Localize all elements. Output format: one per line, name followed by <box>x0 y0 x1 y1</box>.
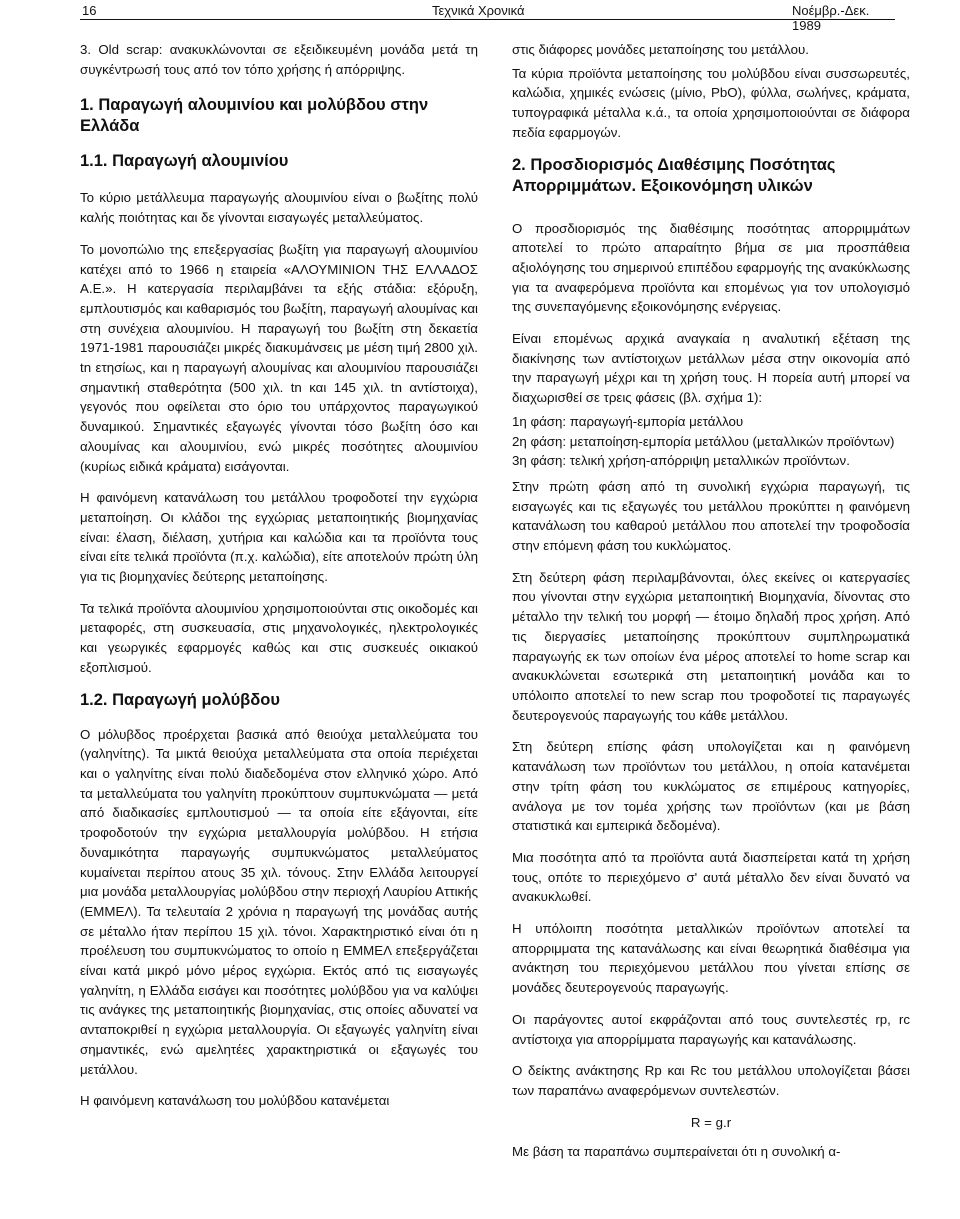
paragraph: στις διάφορες μονάδες μεταποίησης του μετάλλου. <box>512 42 809 57</box>
page-number: 16 <box>82 3 97 18</box>
paragraph: Στην πρώτη φάση από τη συνολική εγχώρια παραγωγή, τις εισαγωγές και τις εξαγωγές του μετάλλου προκύπτει η φαινόμενη κατανάλωση του καθαρού μετάλλου που αποτελεί την τροφοδοσία στην επόμενη φάση του κυκλώματος. <box>512 478 910 554</box>
section-heading-2: 2. Προσδιορισμός Διαθέσιμης Ποσότητας Απορριμμάτων. Εξοικονόμηση υλικών <box>512 155 836 195</box>
paragraph: Μια ποσότητα από τα προϊόντα αυτά διασπείρεται κατά τη χρήση τους, οπότε το περιεχόμενο σ' αυτά μέταλλο δεν είναι δυνατό να ανακυκλωθεί. <box>512 849 910 905</box>
section-heading-1: 1. Παραγωγή αλουμινίου και μολύβδου στην Ελλάδα <box>80 96 429 136</box>
paragraph: Με βάση τα παραπάνω συμπεραίνεται ότι η συνολική α- <box>512 1144 841 1160</box>
paragraph: Η φαινόμενη κατανάλωση του μετάλλου τροφοδοτεί την εγχώρια μεταποίηση. Οι κλάδοι της εγχώριας μεταποιητικής βιομηχανίας είναι: έλαση, διέλαση, χυτήρια και καλώδια και τα προϊόντα τους είναι είτε τελικά προϊόντα (π.χ. καλώδια), είτε αποτελούν πρώτη ύλη για τις βιομηχανίες δεύτερης μεταποίησης. <box>80 490 478 585</box>
paragraph: Οι παράγοντες αυτοί εκφράζονται από τους συντελεστές rp, rc αντίστοιχα για απορρίμματα παραγωγής και κατανάλωσης. <box>512 1011 910 1047</box>
paragraph: Η φαινόμενη κατανάλωση του μολύβδου κατανέμεται <box>80 1093 390 1109</box>
phase-list <box>512 412 910 471</box>
issue-date: Νοέμβρ.-Δεκ. 1989 <box>792 3 870 33</box>
list-item: 3η φάση: τελική χρήση-απόρριψη μεταλλικών προϊόντων. <box>512 453 850 469</box>
paragraph: Στη δεύτερη επίσης φάση υπολογίζεται και η φαινόμενη κατανάλωση των προϊόντων του μετάλλου, η οποία κατανέμεται στην τρίτη φάση του κυκλώματος σε επιμέρους κατηγορίες, ανάλογα με τον τομέα χρήσης των προϊόντων (και με βάση στατιστικά και εμπειρικά δεδομένα). <box>512 739 910 834</box>
journal-title: Τεχνικά Χρονικά <box>432 3 525 18</box>
paragraph: Τα τελικά προϊόντα αλουμινίου χρησιμοποιούνται στις οικοδομές και μεταφορές, στη συσκευασία, στις μηχανολογικές, ηλεκτρολογικές και γεωργικές εφαρμογές καθώς και στις συσκευές οικιακού εξοπλισμού. <box>80 600 478 675</box>
paragraph: Είναι επομένως αρχικά αναγκαία η αναλυτική εξέταση της διακίνησης των αντίστοιχων μετάλλων μέσα στην οικονομία από την παραγωγή μέχρι και τη χρήση τους. Η πορεία αυτή μπορεί να διαχωρισθεί σε τρεις φάσεις (βλ. σχήμα 1): <box>512 331 910 406</box>
section-heading-1-2: 1.2. Παραγωγή μολύβδου <box>80 690 280 709</box>
paragraph: Η υπόλοιπη ποσότητα μεταλλικών προϊόντων αποτελεί τα απορριμματα της κατανάλωσης και είναι θεωρητικά διαθέσιμα για ανάκτηση του περιεχόμενου μετάλλου που γίνεται επίσης σε μονάδες δευτερογενούς παραγωγής. <box>512 921 910 996</box>
paragraph: Το μονοπώλιο της επεξεργασίας βωξίτη για παραγωγή αλουμινίου κατέχει από το 1966 η εταιρεία «ΑΛΟΥΜΙΝΙΟΝ ΤΗΣ ΕΛΛΑΔΟΣ Α.Ε.». Η κατεργασία περιλαμβάνει τα εξής στάδια: εξόρυξη, εμπλουτισμός και καθαρισμός του βωξίτη, παραγωγή αλουμίνας και στη συνέχεια αλουμινίου. Η παραγωγή του βωξίτη στη δεκαετία 1971-1981 παρουσιάζει μικρές διακυμάνσεις με μέση τιμή 2800 χιλ. tn ετησίως, και η παραγωγή αλουμίνας και αλουμινίου παρουσιάζει σημαντική σταθερότητα (500 χιλ. tn και 145 χιλ. tn αντίστοιχα), γεγονός που οφείλεται στο όριο του υπάρχοντος παραγωγικού δυναμικού. Σημαντικές εξαγωγές γίνονται τόσο βωξίτη όσο και αλουμίνας και αλουμινίου, ενώ μικρές ποσότητες αλουμινίου (κυρίως ειδικά κράματα) εισάγονται. <box>80 241 478 474</box>
list-item: 1η φάση: παραγωγή-εμπορία μετάλλου <box>512 413 744 429</box>
header-rule <box>80 19 895 20</box>
formula: R = g.r <box>690 1114 732 1130</box>
paragraph: Ο μόλυβδος προέρχεται βασικά από θειούχα μεταλλεύματα του (γαληνίτης). Τα μικτά θειούχα μεταλλεύματα στα οποία περιέχεται και ο γαληνίτης είναι πολύ διαδεδομένα στον ελληνικό χώρο. Από τα μεταλλεύματα του γαληνίτη προκύπτουν συμπυκνώματα — μετά από διαδικασίες εμπλουτισμού — τα οποία είτε εξάγονται, είτε τροφοδοτούν την εγχώρια μεταλλουργία μολύβδου. Η ετήσια δυναμικότητα παραγωγής συμπυκνώματος μεταλλεύματος κυμαίνεται περίπου ατους 35 χιλ. τόνους. Στην Ελλάδα λειτουργεί μια μονάδα μεταλλουργίας μολύβδου στην περιοχή Λαυρίου Αττικής (ΕΜΜΕΛ). Τα τελευταία 2 χρόνια η παραγωγή της μονάδας αυτής σε μέταλλο ήταν περίπου 15 χιλ. τόνοι. Χαρακτηριστικό είναι ότι η προέλευση του συμπυκνώματος το οποίο η ΕΜΜΕΛ επεξεργάζεται είναι κατά μικρό μόνο μέρος εγχώρια. Εκτός από τις εισαγωγές γαληνίτη, η Ελλάδα εισάγει και ποσότητες μολύβδου για να καλύψει τις ανάγκες της μεταποιητικής βιομηχανίας, στις οποίες αδυνατεί να ανταποκριθεί η εγχώρια μεταλλουργία. Οι εξαγωγές γαληνίτη είναι σημαντικές, ενώ αμελητέες χαρακτηριστικά οι εξαγωγές του μετάλλου. <box>80 726 478 1077</box>
left-column <box>80 40 478 1123</box>
paragraph: Ο προσδιορισμός της διαθέσιμης ποσότητας απορριμμάτων αποτελεί το πρώτο απαραίτητο βήμα σε μια προσπάθεια αξιολόγησης του σημερινού επιπέδου εφαρμογής της ανακύκλωσης για τα αναφερόμενα προϊόντα και επομένως για τον υπολογισμό της συνεπαγόμενης εξοικονόμησης ενέργειας. <box>512 220 910 315</box>
right-column <box>512 40 910 1174</box>
paragraph: Το κύριο μετάλλευμα παραγωγής αλουμινίου είναι ο βωξίτης πολύ καλής ποιότητας και δε γίνονται εισαγωγές μεταλλεύματος. <box>80 190 478 226</box>
list-item-old-scrap: 3. Old scrap: ανακυκλώνονται σε εξειδικευμένη μονάδα μετά τη συγκέντρωσή τους από τον τόπο χρήσης ή απόρριψης. <box>80 42 478 77</box>
paragraph: Ο δείκτης ανάκτησης Rp και Rc του μετάλλου υπολογίζεται βάσει των παραπάνω αναφερόμενων συντελεστών. <box>512 1063 910 1098</box>
running-header <box>80 0 895 33</box>
list-item: 2η φάση: μεταποίηση-εμπορία μετάλλου (μεταλλικών προϊόντων) <box>512 433 895 449</box>
section-heading-1-1: 1.1. Παραγωγή αλουμινίου <box>80 152 289 171</box>
paragraph: Τα κύρια προϊόντα μεταποίησης του μολύβδου είναι συσσωρευτές, καλώδια, χημικές ενώσεις (μίνιο, PbO), φύλλα, σωλήνες, κράματα, τυπογραφικά μέταλλα κ.ά., τα οποία χρησιμοποιούνται σε διάφορα πεδία εφαρμογών. <box>512 65 910 140</box>
paragraph: Στη δεύτερη φάση περιλαμβάνονται, όλες εκείνες οι κατεργασίες που γίνονται στην εγχώρια μεταποιητική Βιομηχανία, δίνοντας στο μέταλλο την τελική του μορφή — έτοιμο δηλαδή προς χρήση. Από τις διεργασίες μεταποίησης προκύπτουν συμπληρωματικά παραγωγής εκ των οποίων ένα μέρος αποτελεί το home scrap και ανακυκλώνεται εσωτερικά στη μεταποιητική μονάδα και το υπόλοιπο αποτελεί το new scrap που τροφοδοτεί τις παραγωγές δευτερογενούς παραγωγής του κάθε μετάλλου. <box>512 569 910 723</box>
